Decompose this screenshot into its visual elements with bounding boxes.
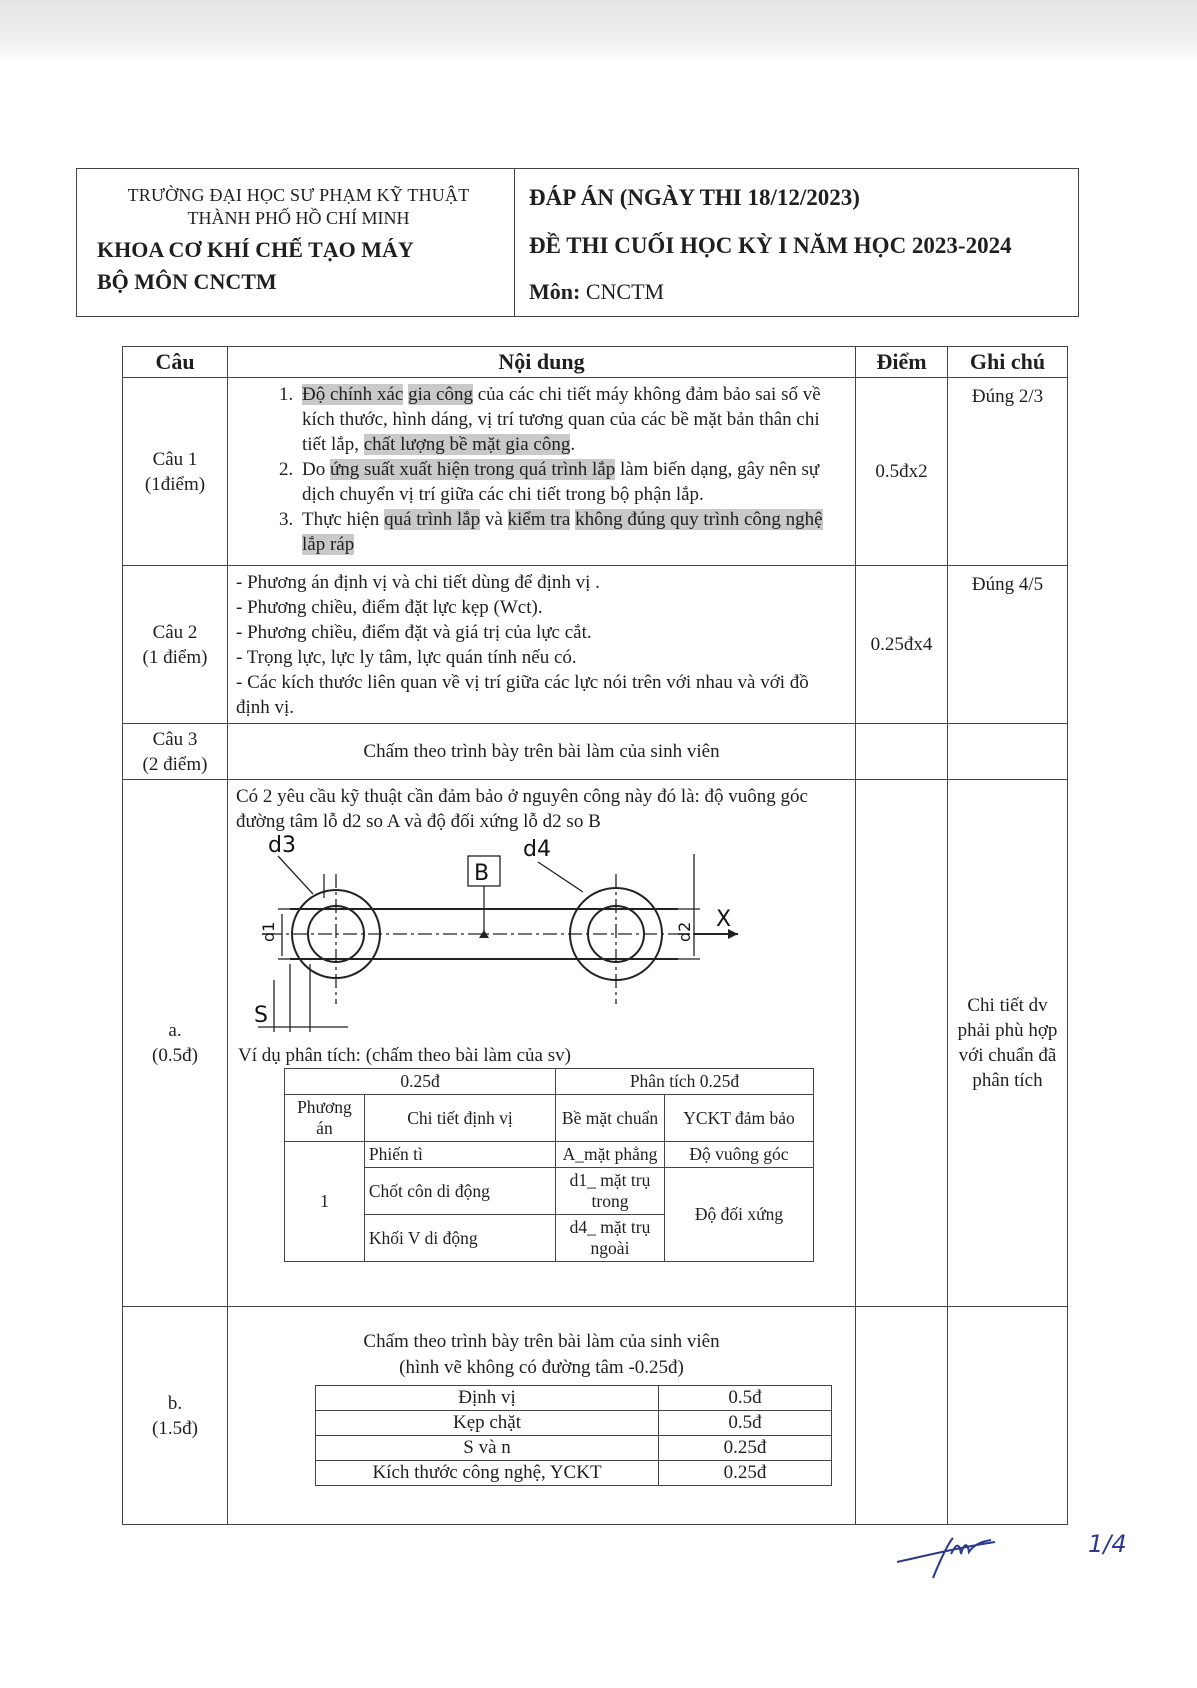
drawing-svg [238, 834, 858, 1049]
q1-item1-hl2: gia công [408, 384, 473, 405]
exam-info-block [515, 169, 1078, 316]
table-row-q2 [123, 566, 1068, 724]
q2-line-1: - Phương án định vị và chi tiết dùng để định vị . [236, 572, 600, 593]
qb-label: b. [167, 1392, 183, 1414]
q1-item3-t1: Thực hiện [302, 509, 385, 530]
qb-item-score: 0.25đ [659, 1461, 832, 1486]
q3-content: Chấm theo trình bày trên bài làm của sinh viên [228, 724, 856, 780]
q1-score: 0.5đx2 [856, 378, 948, 566]
qb-points: (1.5đ) [152, 1417, 198, 1439]
qa-label: a. [168, 1020, 182, 1041]
label-d2: d2 [675, 921, 694, 942]
header-diem: Điểm [856, 347, 948, 378]
qa-content [228, 780, 856, 1307]
inner-score-left: 0.25đ [285, 1069, 556, 1095]
qb-item-score: 0.25đ [659, 1436, 832, 1461]
q1-item-3 [298, 507, 845, 557]
inner-header-row [285, 1095, 814, 1142]
inner-part: Khối V di động [364, 1215, 555, 1262]
qb-label-cell [123, 1307, 228, 1525]
header-cau: Câu [123, 347, 228, 378]
q1-item3-hl3: không đúng quy trình công nghệ lắp ráp [302, 509, 823, 555]
q2-line-3: - Phương chiều, điểm đặt và giá trị của lực cắt. [236, 622, 592, 643]
qb-item-score: 0.5đ [659, 1411, 832, 1436]
table-row-qa [123, 780, 1068, 1307]
scan-shadow [0, 0, 1197, 62]
institution-block [77, 169, 515, 316]
q1-item-2 [298, 457, 845, 507]
q2-line-4: - Trọng lực, lực ly tâm, lực quán tính nếu có. [236, 647, 577, 668]
q1-item1-t3: . [570, 434, 576, 455]
q1-item2-t2: làm biến dạng, gây nên sự dịch chuyển vị trí giữa các chi tiết trong bộ phận lắp. [302, 459, 820, 505]
q1-points: (1điểm) [144, 473, 206, 495]
inner-surface: d1_ mặt trụ trong [556, 1168, 665, 1215]
qb-note [948, 1307, 1068, 1525]
inner-surface: A_mặt phẳng [556, 1142, 665, 1168]
inner-col-req: YCKT đảm bảo [665, 1095, 814, 1142]
q2-label-cell [123, 566, 228, 724]
inner-req: Độ vuông góc [665, 1142, 814, 1168]
label-d4: d4 [523, 837, 551, 862]
qa-intro: Có 2 yêu cầu kỹ thuật cần đảm bảo ở nguyên công này đó là: độ vuông góc đường tâm lỗ d2 so A và độ đối xứng lỗ d2 so B [236, 786, 808, 832]
table-row [316, 1461, 832, 1486]
table-row-qb [123, 1307, 1068, 1525]
table-row [316, 1386, 832, 1411]
q1-item-1 [298, 382, 845, 457]
q2-content [228, 566, 856, 724]
q3-label-cell [123, 724, 228, 780]
q2-line-5: - Các kích thước liên quan về vị trí giữa các lực nói trên với nhau và với đồ định vị. [236, 672, 809, 718]
label-S: S [254, 1003, 268, 1028]
table-row [316, 1411, 832, 1436]
label-X: X [716, 907, 732, 932]
header-noi-dung: Nội dung [228, 347, 856, 378]
qb-line-1: Chấm theo trình bày trên bài làm của sinh viên [363, 1331, 720, 1352]
technical-drawing [238, 834, 858, 1049]
q2-line-2: - Phương chiều, điểm đặt lực kẹp (Wct). [236, 597, 543, 618]
qa-label-cell [123, 780, 228, 1307]
qb-item-score: 0.5đ [659, 1386, 832, 1411]
qa-analysis-table [284, 1068, 814, 1262]
inner-score-row [285, 1069, 814, 1095]
faculty-name: KHOA CƠ KHÍ CHẾ TẠO MÁY [97, 237, 414, 262]
department-name: BỘ MÔN CNCTM [97, 269, 277, 294]
table-row-q3 [123, 724, 1068, 780]
q3-points: (2 điểm) [142, 753, 208, 775]
qb-item: Định vị [316, 1386, 659, 1411]
answer-table [122, 346, 1068, 1525]
inner-part: Phiến tì [364, 1142, 555, 1168]
inner-col-plan: Phương án [285, 1095, 365, 1142]
label-B: B [474, 861, 490, 886]
label-d1: d1 [259, 921, 278, 942]
document-header [76, 168, 1079, 317]
q3-score [856, 724, 948, 780]
exam-title: ĐỀ THI CUỐI HỌC KỲ I NĂM HỌC 2023-2024 [529, 233, 1012, 258]
inner-plan-no: 1 [285, 1142, 365, 1262]
q1-item3-hl1: quá trình lắp [384, 509, 481, 530]
q3-label: Câu 3 [152, 728, 198, 750]
qb-score-table [315, 1385, 832, 1486]
q1-item1-hl1: Độ chính xác [302, 384, 404, 405]
table-row [316, 1436, 832, 1461]
q2-label: Câu 2 [152, 621, 198, 643]
qb-line-2: (hình vẽ không có đường tâm -0.25đ) [399, 1357, 684, 1378]
qb-item: Kích thước công nghệ, YCKT [316, 1461, 659, 1486]
answer-title: ĐÁP ÁN (NGÀY THI 18/12/2023) [529, 185, 860, 210]
q1-item2-t1: Do [302, 459, 330, 480]
qa-score [856, 780, 948, 1307]
inner-req-merged: Độ đối xứng [665, 1168, 814, 1262]
qb-score [856, 1307, 948, 1525]
subject-value: CNCTM [585, 279, 665, 304]
table-header-row [123, 347, 1068, 378]
q1-item1-t2: của các chi tiết máy không đảm bảo sai số về kích thước, hình dáng, vị trí tương quan của các bề mặt bản thân chi tiết lắp, [302, 384, 821, 455]
q3-note [948, 724, 1068, 780]
q1-content [228, 378, 856, 566]
q1-list [268, 382, 845, 557]
q1-item3-hl2: kiểm tra [507, 509, 571, 530]
header-ghi-chu: Ghi chú [948, 347, 1068, 378]
page-number: 1/4 [1088, 1530, 1127, 1558]
q1-note: Đúng 2/3 [948, 378, 1068, 566]
inner-surface: d4_ mặt trụ ngoài [556, 1215, 665, 1262]
table-row [285, 1142, 814, 1168]
q1-item3-t2: và [480, 509, 508, 530]
inner-col-part: Chi tiết định vị [364, 1095, 555, 1142]
qa-note: Chi tiết dv phải phù hợp với chuẩn đã phân tích [948, 780, 1068, 1307]
qb-content [228, 1307, 856, 1525]
qa-example-title: Ví dụ phân tích: (chấm theo bài làm của sv) [238, 1045, 571, 1066]
inner-score-right: Phân tích 0.25đ [556, 1069, 814, 1095]
inner-col-surface: Bề mặt chuẩn [556, 1095, 665, 1142]
signature [895, 1518, 1045, 1588]
subject-line [529, 277, 1078, 307]
q2-score: 0.25đx4 [856, 566, 948, 724]
school-city: THÀNH PHỐ HỒ CHÍ MINH [187, 208, 410, 228]
q2-note: Đúng 4/5 [948, 566, 1068, 724]
label-d3: d3 [268, 834, 296, 858]
qb-item: S và n [316, 1436, 659, 1461]
q1-label-cell [123, 378, 228, 566]
inner-part: Chốt côn di động [364, 1168, 555, 1215]
qb-item: Kẹp chặt [316, 1411, 659, 1436]
subject-label: Môn: [529, 279, 581, 304]
q1-label: Câu 1 [152, 448, 198, 470]
q1-item1-hl3: chất lượng bề mặt gia công [363, 434, 571, 455]
qa-points: (0.5đ) [152, 1045, 198, 1066]
school-name: TRƯỜNG ĐẠI HỌC SƯ PHẠM KỸ THUẬT [127, 185, 470, 205]
q1-item2-hl1: ứng suất xuất hiện trong quá trình lắp [329, 459, 616, 480]
table-row-q1 [123, 378, 1068, 566]
table-row [285, 1168, 814, 1215]
q2-points: (1 điểm) [142, 646, 208, 668]
